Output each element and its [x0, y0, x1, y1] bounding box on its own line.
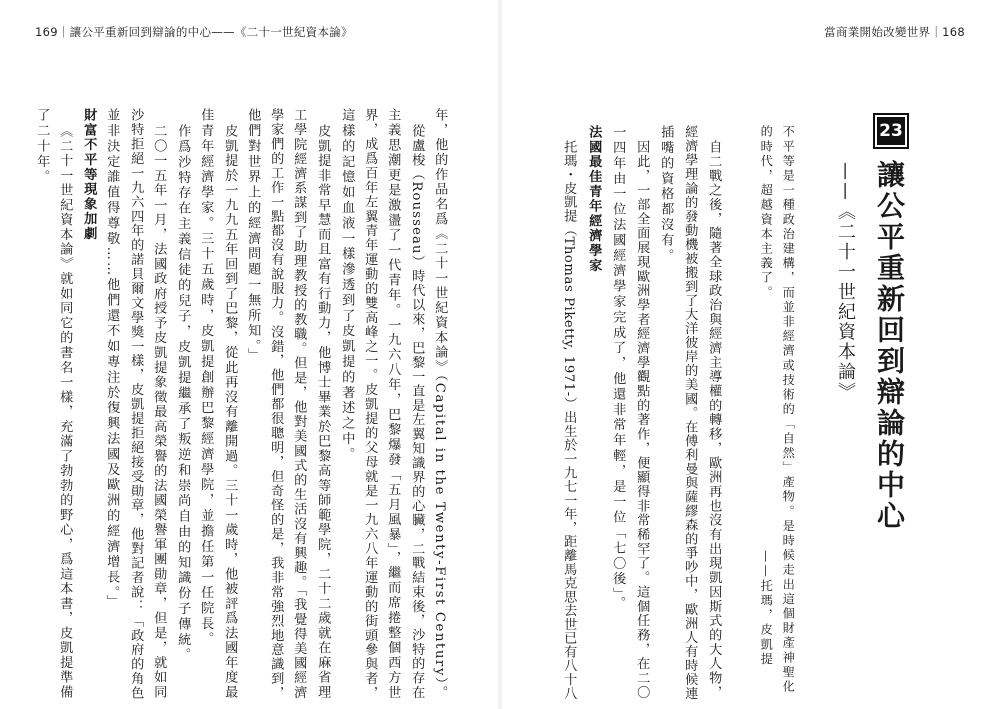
body-line: 這樣的記憶如血液一樣滲透到了皮凱提的著述之中。: [339, 108, 355, 463]
body-line: 界，成爲百年左翼青年運動的雙高峰之一。皮凱提的父母就是一九六八年運動的街頭參與者，: [362, 108, 378, 701]
body-line: 沙特拒絕一九六四年的諾貝爾文學獎一樣，皮凱提拒絕接受勛章，他對記者說：「政府的角色: [128, 108, 144, 701]
body-line: 插嘴的資格都沒有。: [658, 125, 674, 264]
body-line: 學家們的工作一點都沒有說服力。沒錯，他們都很聰明，但奇怪的是，我非常強烈地意識到，: [268, 108, 284, 701]
body-line: 《二十一世紀資本論》就如同它的書名一樣，充滿了勃勃的野心，爲這本書，皮凱提準備: [57, 124, 73, 700]
body-line: 二〇一五年一月，法國政府授予皮凱提象徵最高榮譽的法國榮譽軍團勛章，但是，就如同: [151, 124, 167, 700]
body-line: 皮凱提非常早慧而且富有行動力，他博士畢業於巴黎高等師範學院，二十二歲就在麻省理: [315, 124, 331, 700]
body-line: 一四年由一位法國經濟學家完成了，他還非常年輕，是一位「七〇後」。: [610, 125, 626, 612]
section-heading: 法國最佳青年經濟學家: [586, 125, 602, 273]
running-header-right: 當商業開始改變世界｜168: [824, 25, 965, 39]
epigraph-line: 不平等是一種政治建構，而並非經濟或技術的「自然」產物。是時候走出這個財產神聖化: [781, 125, 796, 695]
section-heading: 財富不平等現象加劇: [81, 108, 97, 242]
body-line: 他們對世界上的經濟問題一無所知。」: [245, 108, 261, 364]
body-line: 因此，一部全面展現歐洲學者經濟學觀點的著作，便顯得非常稀罕了。這個任務，在二〇: [634, 140, 650, 700]
body-line: 工學院經濟系謀到了助理教授的教職。但是，他對美國式的生活沒有興趣。「我覺得美國經濟: [291, 108, 307, 700]
body-line: 年，他的作品名爲《二十一世紀資本論》（Capital in the Twenty-First Century）。: [432, 108, 448, 701]
chapter-subtitle: ——《二十一世紀資本論》: [835, 162, 856, 402]
body-line: 了二十年。: [34, 108, 50, 185]
body-line: 皮凱提於一九九五年回到了巴黎，從此再沒有離開過。三十一歲時，他被評爲法國年度最: [222, 124, 238, 700]
body-line: 經濟學理論的發動機被搬到了大洋彼岸的美國。在傅利曼與薩繆森的爭吵中，歐洲人有時候連: [682, 125, 698, 701]
body-line: 主義思潮更是激盪了一代青年。一九六八年，巴黎爆發「五月風暴」，繼而席捲整個西方世: [385, 108, 401, 701]
book-gutter: [497, 0, 503, 709]
body-line: 從盧梭（Rousseau）時代以來，巴黎一直是左翼知識界的心臟，二戰結束後，沙特的存在: [409, 124, 425, 700]
body-line: 自二戰之後，隨著全球政治與經濟主導權的轉移，歐洲再也沒有出現凱因斯式的大人物，: [706, 140, 722, 700]
body-line: 佳青年經濟學家。三十五歲時，皮凱提創辦巴黎經濟學院，並擔任第一任院長。: [198, 108, 214, 647]
running-header-left: 169｜讓公平重新回到辯論的中心——《二十一世紀資本論》: [35, 25, 353, 39]
body-line: 托瑪・皮凱提（Thomas Piketty, 1971-）出生於一九七一年，距離馬克思去世已有八十八: [561, 140, 577, 700]
chapter-number-box: [873, 113, 909, 149]
epigraph-line: 的時代，超越資本主義了。: [759, 125, 774, 301]
chapter-title: 讓公平重新回到辯論的中心: [873, 160, 906, 532]
body-line: 作爲沙特存在主義信徒的兒子，皮凱提繼承了叛逆和崇尚自由的知識份子傳統。: [175, 124, 191, 663]
body-line: 並非決定誰值得尊敬……他們還不如專注於復興法國及歐洲的經濟增長。」: [104, 108, 120, 610]
epigraph-attribution: ——托瑪，皮凱提: [759, 550, 774, 667]
chapter-number: 23: [877, 117, 905, 145]
